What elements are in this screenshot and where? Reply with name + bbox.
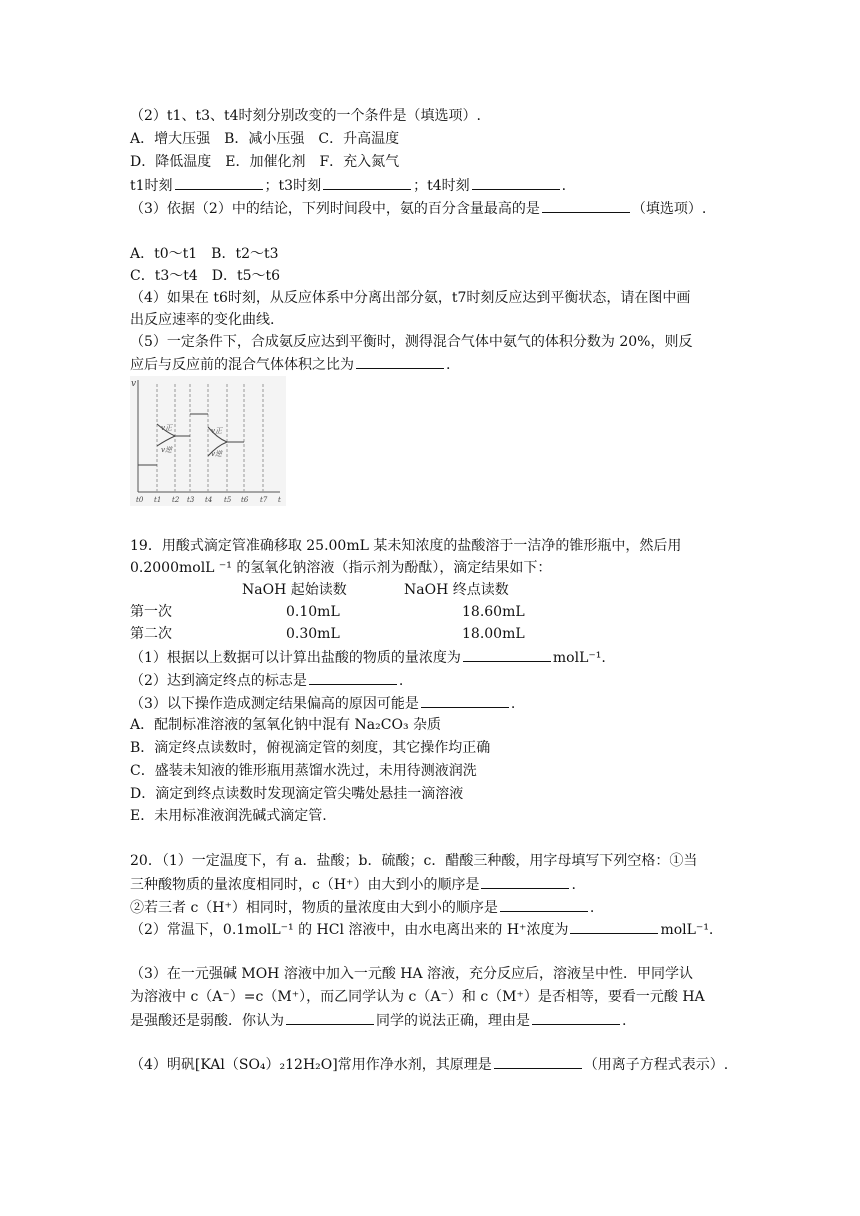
row-label: 第一次 bbox=[130, 604, 172, 620]
row-start: 0.10mL bbox=[286, 604, 340, 620]
x-label-t0: t0 bbox=[136, 496, 144, 504]
q18-part3-options2: C．t3～t4 D．t5～t6 bbox=[130, 268, 281, 284]
part3-text: （3）依据（2）中的结论，下列时间段中，氨的百分含量最高的是 bbox=[130, 201, 540, 217]
q18-part2-prompt: （2）t1、t3、t4时刻分别改变的一个条件是（填选项）. bbox=[130, 108, 481, 124]
q20-line8b: （用离子方程式表示）. bbox=[583, 1057, 729, 1073]
x-label-t3: t3 bbox=[187, 496, 195, 504]
row-end: 18.60mL bbox=[462, 604, 525, 620]
table-row bbox=[130, 624, 525, 644]
header-end-reading: NaOH 终点读数 bbox=[404, 582, 509, 598]
q19-part3 bbox=[130, 693, 515, 714]
rate-time-graph bbox=[130, 376, 286, 506]
q20-line7b: 同学的说法正确，理由是 bbox=[376, 1013, 530, 1029]
t4-label: ；t4时刻 bbox=[413, 178, 470, 194]
row-start: 0.30mL bbox=[286, 626, 340, 642]
q20-line5: （3）在一元强碱 MOH 溶液中加入一元酸 HA 溶液，充分反应后，溶液呈中性．甲同学认 bbox=[130, 966, 694, 982]
line2-dot: . bbox=[571, 877, 576, 893]
answer-blank-part3[interactable] bbox=[542, 198, 630, 213]
t3-label: ；t3时刻 bbox=[264, 178, 322, 194]
x-label-t2: t2 bbox=[172, 496, 180, 504]
q20-line6: 为溶液中 c（A⁻）=c（M⁺），而乙同学认为 c（A⁻）和 c（M⁺）是否相等，要看一元酸 HA bbox=[130, 989, 705, 1005]
x-label-t6: t6 bbox=[241, 496, 249, 504]
q18-options-row1: A．增大压强 B．减小压强 C．升高温度 bbox=[130, 131, 400, 147]
part3-dot: . bbox=[510, 696, 516, 712]
line3-dot: . bbox=[589, 900, 595, 916]
table-row bbox=[130, 602, 525, 622]
q20-line2-text: 三种酸物质的量浓度相同时，c（H⁺）由大到小的顺序是 bbox=[130, 877, 480, 893]
part2-dot: . bbox=[398, 673, 404, 689]
q19-part1 bbox=[130, 647, 606, 668]
x-label-t5: t5 bbox=[224, 496, 232, 504]
answer-blank-q20-2[interactable] bbox=[570, 919, 658, 934]
row-end: 18.00mL bbox=[462, 626, 525, 642]
reverse-rate-label-2: v逆 bbox=[211, 450, 222, 458]
end-dot: . bbox=[561, 178, 567, 194]
q18-part5-line1: （5）一定条件下，合成氨反应达到平衡时，测得混合气体中氨气的体积分数为 20%，则反 bbox=[130, 334, 693, 350]
answer-blank-q20-3a[interactable] bbox=[286, 1010, 374, 1025]
q20-line8 bbox=[130, 1054, 728, 1075]
row-label: 第二次 bbox=[130, 626, 172, 642]
rate-graph-svg bbox=[130, 376, 286, 506]
q18-blanks-row bbox=[130, 175, 566, 196]
answer-blank-q20-1a[interactable] bbox=[481, 874, 569, 889]
x-label-t4: t4 bbox=[205, 496, 213, 504]
q18-part5-line2 bbox=[130, 354, 450, 375]
forward-rate-label-1: v正 bbox=[161, 424, 172, 432]
answer-blank-q19-1[interactable] bbox=[463, 647, 551, 662]
part2-text: （2）达到滴定终点的标志是 bbox=[130, 673, 307, 689]
q19-option-e: E．未用标准液润洗碱式滴定管. bbox=[130, 808, 327, 824]
x-label-t7: t7 bbox=[260, 496, 268, 504]
q19-option-a: A．配制标准溶液的氢氧化钠中混有 Na₂CO₃ 杂质 bbox=[130, 717, 442, 733]
q19-line2: 0.2000molL ⁻¹ 的氢氧化钠溶液（指示剂为酚酞），滴定结果如下： bbox=[130, 560, 552, 576]
q18-part3-prompt bbox=[130, 198, 706, 219]
line4-unit: molL⁻¹. bbox=[660, 922, 714, 938]
q20-line2 bbox=[130, 874, 576, 895]
part3-suffix: （填选项）. bbox=[631, 201, 707, 217]
q20-line1: 20．（1）一定温度下，有 a．盐酸；b．硫酸；c．醋酸三种酸，用字母填写下列空格：①当 bbox=[130, 853, 698, 869]
q20-line3-text: ②若三者 c（H⁺）相同时，物质的量浓度由大到小的顺序是 bbox=[130, 900, 498, 916]
q18-part4-line1: （4）如果在 t6时刻，从反应体系中分离出部分氨，t7时刻反应达到平衡状态，请在图中画 bbox=[130, 290, 691, 306]
t1-label: t1时刻 bbox=[130, 178, 173, 194]
part5-text: 应后与反应前的混合气体体积之比为 bbox=[130, 357, 354, 373]
answer-blank-q19-2[interactable] bbox=[309, 670, 397, 685]
q19-option-b: B．滴定终点读数时，俯视滴定管的刻度，其它操作均正确 bbox=[130, 740, 491, 756]
line7-dot: . bbox=[622, 1013, 627, 1029]
y-axis-label: v bbox=[131, 379, 137, 389]
answer-blank-q19-3[interactable] bbox=[421, 693, 509, 708]
header-start-reading: NaOH 起始读数 bbox=[242, 582, 347, 598]
q19-option-c: C．盛装未知液的锥形瓶用蒸馏水洗过，未用待测液润洗 bbox=[130, 763, 477, 779]
q18-part4-line2: 出反应速率的变化曲线. bbox=[130, 312, 275, 328]
part5-dot: . bbox=[446, 357, 451, 373]
q20-line4-text: （2）常温下，0.1molL⁻¹ 的 HCl 溶液中，由水电离出来的 H⁺浓度为 bbox=[130, 922, 569, 938]
q20-line4 bbox=[130, 919, 713, 940]
q19-part2 bbox=[130, 670, 403, 691]
q18-options-row2: D．降低温度 E．加催化剂 F．充入氮气 bbox=[130, 154, 400, 170]
q20-line3 bbox=[130, 897, 594, 918]
x-label-t1: t1 bbox=[154, 496, 162, 504]
answer-blank-t3[interactable] bbox=[323, 175, 411, 190]
q20-line8a: （4）明矾[KAl（SO₄）₂12H₂O]常用作净水剂，其原理是 bbox=[130, 1057, 492, 1073]
q18-part3-options1: A．t0～t1 B．t2～t3 bbox=[130, 246, 279, 262]
q19-option-d: D．滴定到终点读数时发现滴定管尖嘴处悬挂一滴溶液 bbox=[130, 786, 464, 802]
answer-blank-q20-3b[interactable] bbox=[532, 1010, 620, 1025]
answer-blank-t4[interactable] bbox=[472, 175, 560, 190]
answer-blank-t1[interactable] bbox=[175, 175, 263, 190]
q19-line1: 19．用酸式滴定管准确移取 25.00mL 某未知浓度的盐酸溶于一洁净的锥形瓶中，然后用 bbox=[130, 538, 682, 554]
answer-blank-q20-4[interactable] bbox=[494, 1054, 582, 1069]
part1-text: （1）根据以上数据可以计算出盐酸的物质的量浓度为 bbox=[130, 650, 461, 666]
part3-text: （3）以下操作造成测定结果偏高的原因可能是 bbox=[130, 696, 419, 712]
part1-unit: molL⁻¹. bbox=[552, 650, 606, 666]
x-label-t: t bbox=[278, 496, 281, 504]
q20-line7 bbox=[130, 1010, 626, 1031]
answer-blank-q20-1b[interactable] bbox=[500, 897, 588, 912]
answer-blank-part5[interactable] bbox=[356, 354, 444, 369]
q20-line7a: 是强酸还是弱酸．你认为 bbox=[130, 1013, 284, 1029]
forward-rate-label-2: v正 bbox=[211, 427, 222, 435]
reverse-rate-label-1: v逆 bbox=[161, 446, 172, 454]
